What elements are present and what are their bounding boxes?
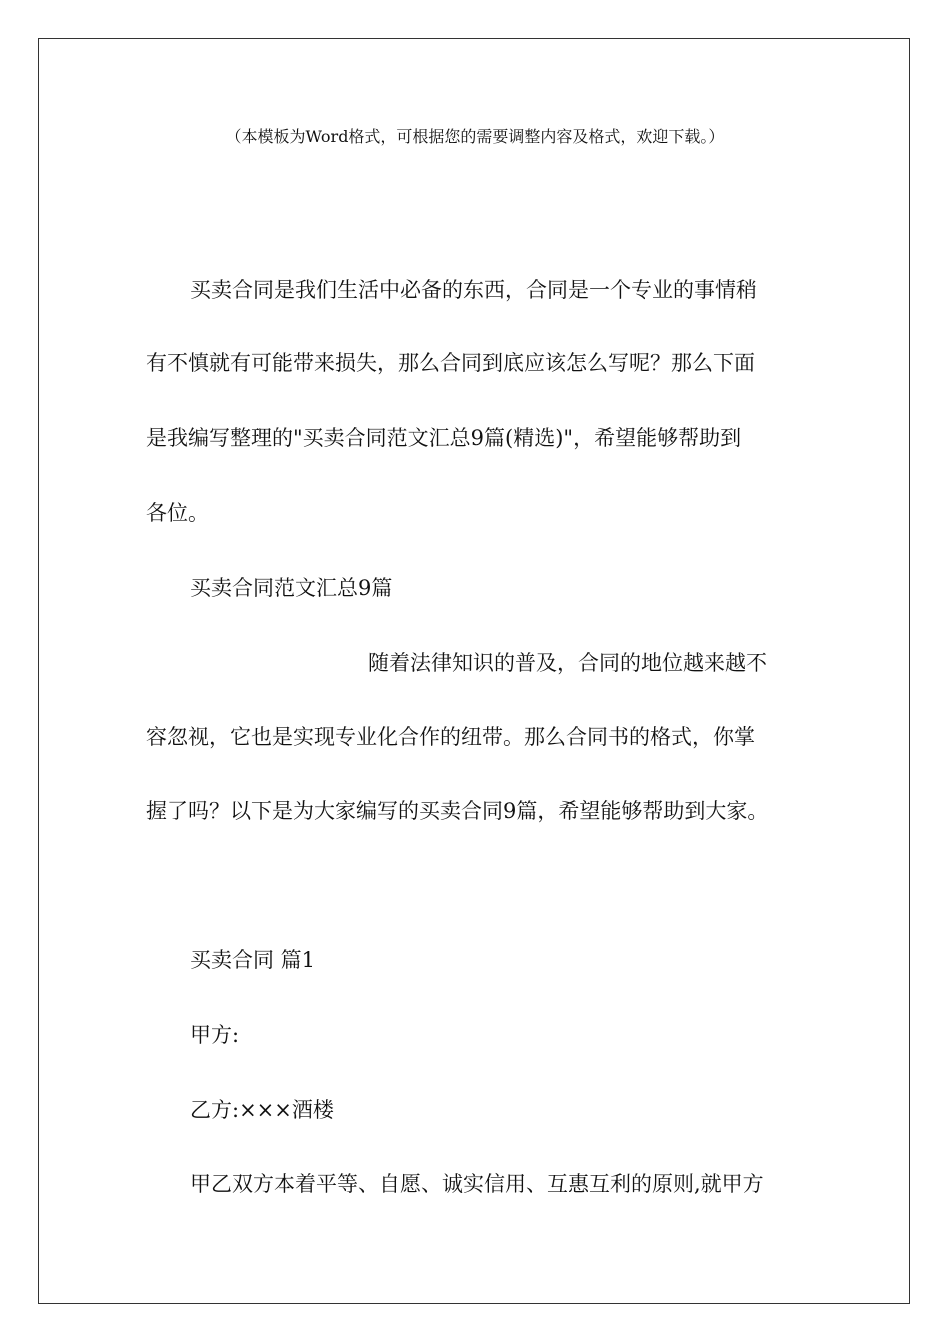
section-intro-line-2: 容忽视，它也是实现专业化合作的纽带。那么合同书的格式，你掌 <box>146 725 755 749</box>
clause-line-1: 甲乙双方本着平等、自愿、诚实信用、互惠互利的原则,就甲方 <box>190 1172 764 1196</box>
section-intro-line-1: 随着法律知识的普及，合同的地位越来越不 <box>368 651 767 675</box>
intro-line-1: 买卖合同是我们生活中必备的东西，合同是一个专业的事情稍 <box>190 278 757 302</box>
contract-title: 买卖合同 篇1 <box>190 948 316 972</box>
intro-line-4: 各位。 <box>146 501 209 525</box>
intro-line-2: 有不慎就有可能带来损失，那么合同到底应该怎么写呢？那么下面 <box>146 351 755 375</box>
template-note: （本模板为Word格式，可根据您的需要调整内容及格式，欢迎下载。） <box>225 127 725 146</box>
section-intro-line-3: 握了吗？以下是为大家编写的买卖合同9篇，希望能够帮助到大家。 <box>146 799 769 823</box>
intro-line-3: 是我编写整理的"买卖合同范文汇总9篇(精选)"，希望能够帮助到 <box>146 426 742 450</box>
section-title: 买卖合同范文汇总9篇 <box>190 576 393 600</box>
party-b-line: 乙方:×××酒楼 <box>190 1098 334 1122</box>
party-a-line: 甲方: <box>190 1023 240 1047</box>
